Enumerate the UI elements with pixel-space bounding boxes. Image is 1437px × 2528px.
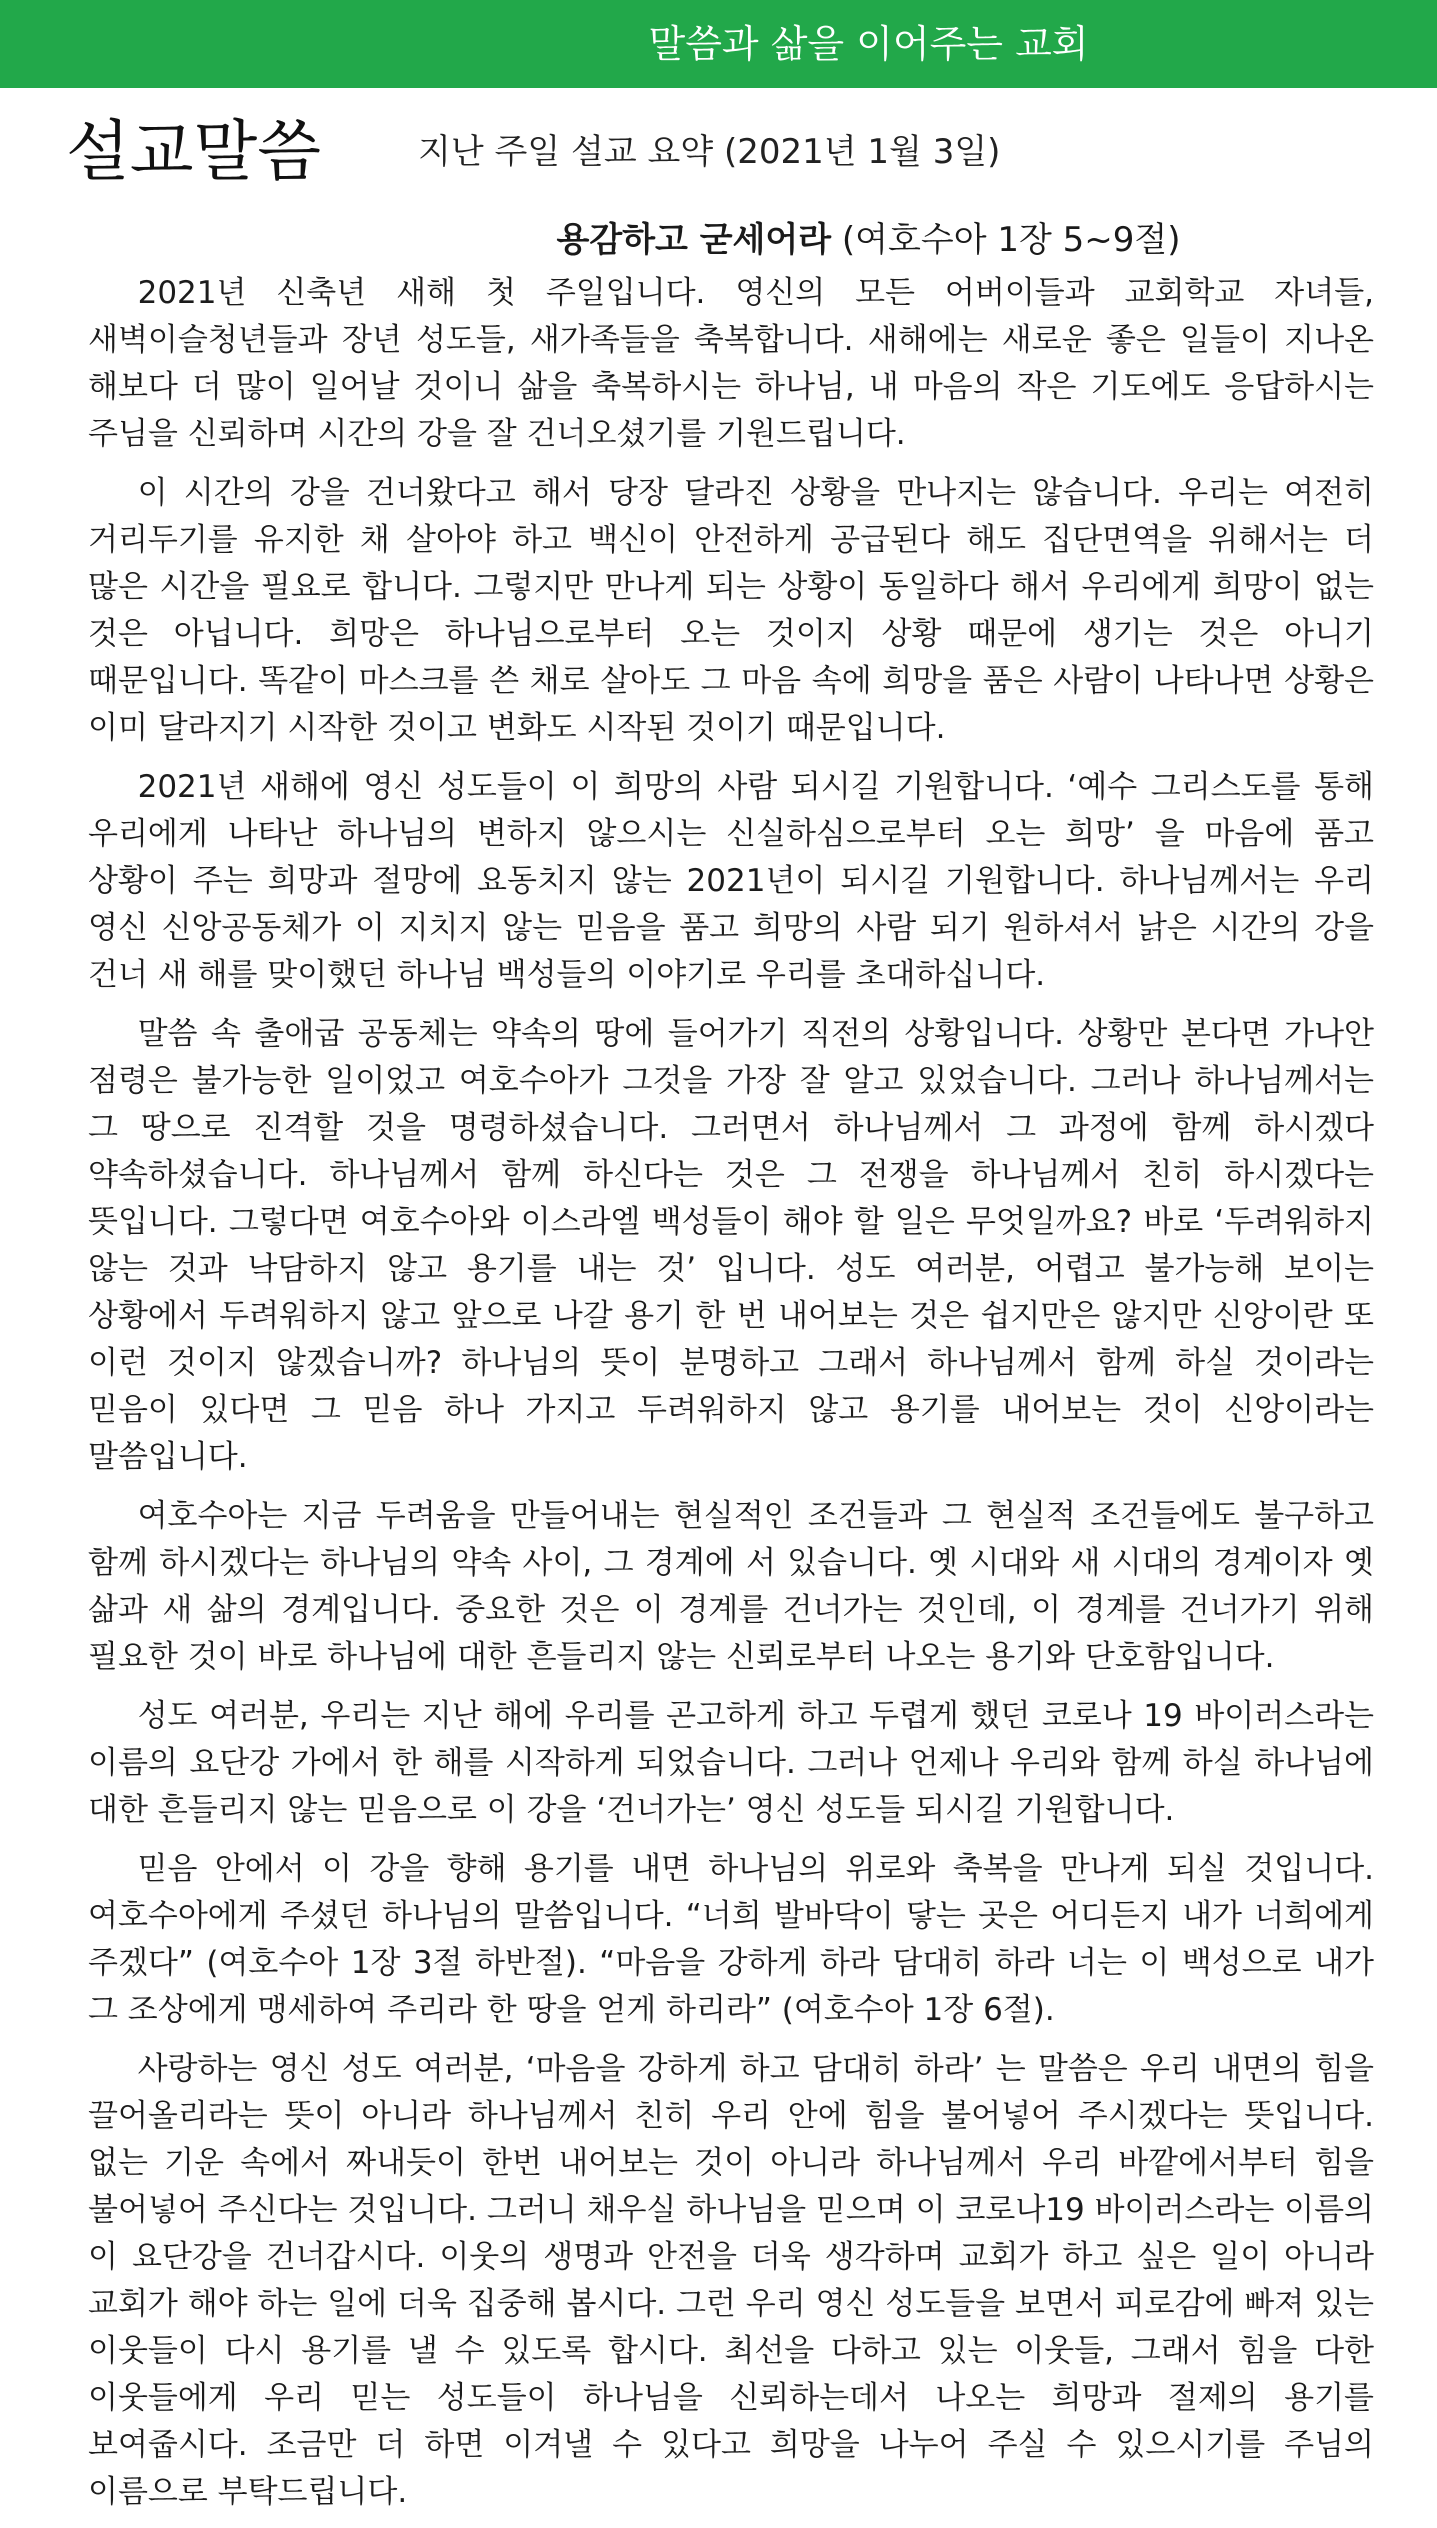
paragraph-5: 여호수아는 지금 두려움을 만들어내는 현실적인 조건들과 그 현실적 조건들에도 불구하고 함께 하시겠다는 하나님의 약속 사이, 그 경계에 서 있습니다. 옛 시대와 새 시대의 경계이자 옛 삶과 새 삶의 경계입니다. 중요한 것은 이 경계를 건너가는 것인데, 이 경계를 건너가기 위해 필요한 것이 바로 하나님에 대한 흔들리지 않는 신뢰로부터 나오는 용기와 단호함입니다.: [88, 1498, 1374, 1675]
paragraph-7: 믿음 안에서 이 강을 향해 용기를 내면 하나님의 위로와 축복을 만나게 되실 것입니다. 여호수아에게 주셨던 하나님의 말씀입니다. “너희 발바닥이 닿는 곳은 어디든지 내가 너희에게 주겠다” (여호수아 1장 3절 하반절). “마음을 강하게 하라 담대히 하라 너는 이 백성으로 내가 그 조상에게 맹세하여 주리라 한 땅을 얻게 하리라” (여호수아 1장 6절).: [88, 1851, 1374, 2028]
paragraph-6: 성도 여러분, 우리는 지난 해에 우리를 곤고하게 하고 두렵게 했던 코로나 19 바이러스라는 이름의 요단강 가에서 한 해를 시작하게 되었습니다. 그러나 언제나 우리와 함께 하실 하나님에 대한 흔들리지 않는 믿음으로 이 강을 ‘건너가는’ 영신 성도들 되시길 기원합니다.: [88, 1698, 1374, 1828]
sermon-title: 용감하고 굳세어라: [556, 220, 832, 260]
paragraph-3: 2021년 새해에 영신 성도들이 이 희망의 사람 되시길 기원합니다. ‘예수 그리스도를 통해 우리에게 나타난 하나님의 변하지 않으시는 신실하심으로부터 오는 희망’ 을 마음에 품고 상황이 주는 희망과 절망에 요동치지 않는 2021년이 되시길 기원합니다. 하나님께서는 우리 영신 신앙공동체가 이 지치지 않는 믿음을 품고 희망의 사람 되기 원하셔서 낡은 시간의 강을 건너 새 해를 맞이했던 하나님 백성들의 이야기로 우리를 초대하십니다.: [88, 769, 1374, 993]
paragraph-2: 이 시간의 강을 건너왔다고 해서 당장 달라진 상황을 만나지는 않습니다. 우리는 여전히 거리두기를 유지한 채 살아야 하고 백신이 안전하게 공급된다 해도 집단면역을 위해서는 더 많은 시간을 필요로 합니다. 그렇지만 만나게 되는 상황이 동일하다 해서 우리에게 희망이 없는 것은 아닙니다. 희망은 하나님으로부터 오는 것이지 상황 때문에 생기는 것은 아니기 때문입니다. 똑같이 마스크를 쓴 채로 살아도 그 마음 속에 희망을 품은 사람이 나타나면 상황은 이미 달라지기 시작한 것이고 변화도 시작된 것이기 때문입니다.: [88, 475, 1374, 746]
section-title: 설교말씀: [66, 113, 322, 190]
paragraph-8: 사랑하는 영신 성도 여러분, ‘마음을 강하게 하고 담대히 하라’ 는 말씀은 우리 내면의 힘을 끌어올리라는 뜻이 아니라 하나님께서 친히 우리 안에 힘을 불어넣어 주시겠다는 뜻입니다. 없는 기운 속에서 짜내듯이 한번 내어보는 것이 아니라 하나님께서 우리 바깥에서부터 힘을 불어넣어 주신다는 것입니다. 그러니 채우실 하나님을 믿으며 이 코로나19 바이러스라는 이름의 이 요단강을 건너갑시다. 이웃의 생명과 안전을 더욱 생각하며 교회가 하고 싶은 일이 아니라 교회가 해야 하는 일에 더욱 집중해 봅시다. 그런 우리 영신 성도들을 보면서 피로감에 빠져 있는 이웃들이 다시 용기를 낼 수 있도록 합시다. 최선을 다하고 있는 이웃들, 그래서 힘을 다한 이웃들에게 우리 믿는 성도들이 하나님을 신뢰하는데서 나오는 희망과 절제의 용기를 보여줍시다. 조금만 더 하면 이겨낼 수 있다고 희망을 나누어 주실 수 있으시기를 주님의 이름으로 부탁드립니다.: [88, 2051, 1374, 2510]
church-motto: 말씀과 삶을 이어주는 교회: [648, 22, 1089, 66]
paragraph-4: 말씀 속 출애굽 공동체는 약속의 땅에 들어가기 직전의 상황입니다. 상황만 본다면 가나안 점령은 불가능한 일이었고 여호수아가 그것을 가장 잘 알고 있었습니다. 그러나 하나님께서는 그 땅으로 진격할 것을 명령하셨습니다. 그러면서 하나님께서 그 과정에 함께 하시겠다 약속하셨습니다. 하나님께서 함께 하신다는 것은 그 전쟁을 하나님께서 친히 하시겠다는 뜻입니다. 그렇다면 여호수아와 이스라엘 백성들이 해야 할 일은 무엇일까요? 바로 ‘두려워하지 않는 것과 낙담하지 않고 용기를 내는 것’ 입니다. 성도 여러분, 어렵고 불가능해 보이는 상황에서 두려워하지 않고 앞으로 나갈 용기 한 번 내어보는 것은 쉽지만은 않지만 신앙이란 또 이런 것이지 않겠습니까? 하나님의 뜻이 분명하고 그래서 하나님께서 함께 하실 것이라는 믿음이 있다면 그 믿음 하나 가지고 두려워하지 않고 용기를 내어보는 것이 신앙이라는 말씀입니다.: [88, 1016, 1374, 1475]
sermon-body: [88, 270, 1374, 2528]
sermon-heading: [0, 216, 1437, 264]
paragraph-1: 2021년 신축년 새해 첫 주일입니다. 영신의 모든 어버이들과 교회학교 자녀들, 새벽이슬청년들과 장년 성도들, 새가족들을 축복합니다. 새해에는 새로운 좋은 일들이 지나온 해보다 더 많이 일어날 것이니 삶을 축복하시는 하나님, 내 마음의 작은 기도에도 응답하시는 주님을 신뢰하며 시간의 강을 잘 건너오셨기를 기원드립니다.: [88, 275, 1374, 452]
scripture-reference: (여호수아 1장 5~9절): [841, 220, 1181, 260]
church-banner: [0, 0, 1437, 88]
sermon-summary-date: 지난 주일 설교 요약 (2021년 1월 3일): [418, 132, 1001, 172]
